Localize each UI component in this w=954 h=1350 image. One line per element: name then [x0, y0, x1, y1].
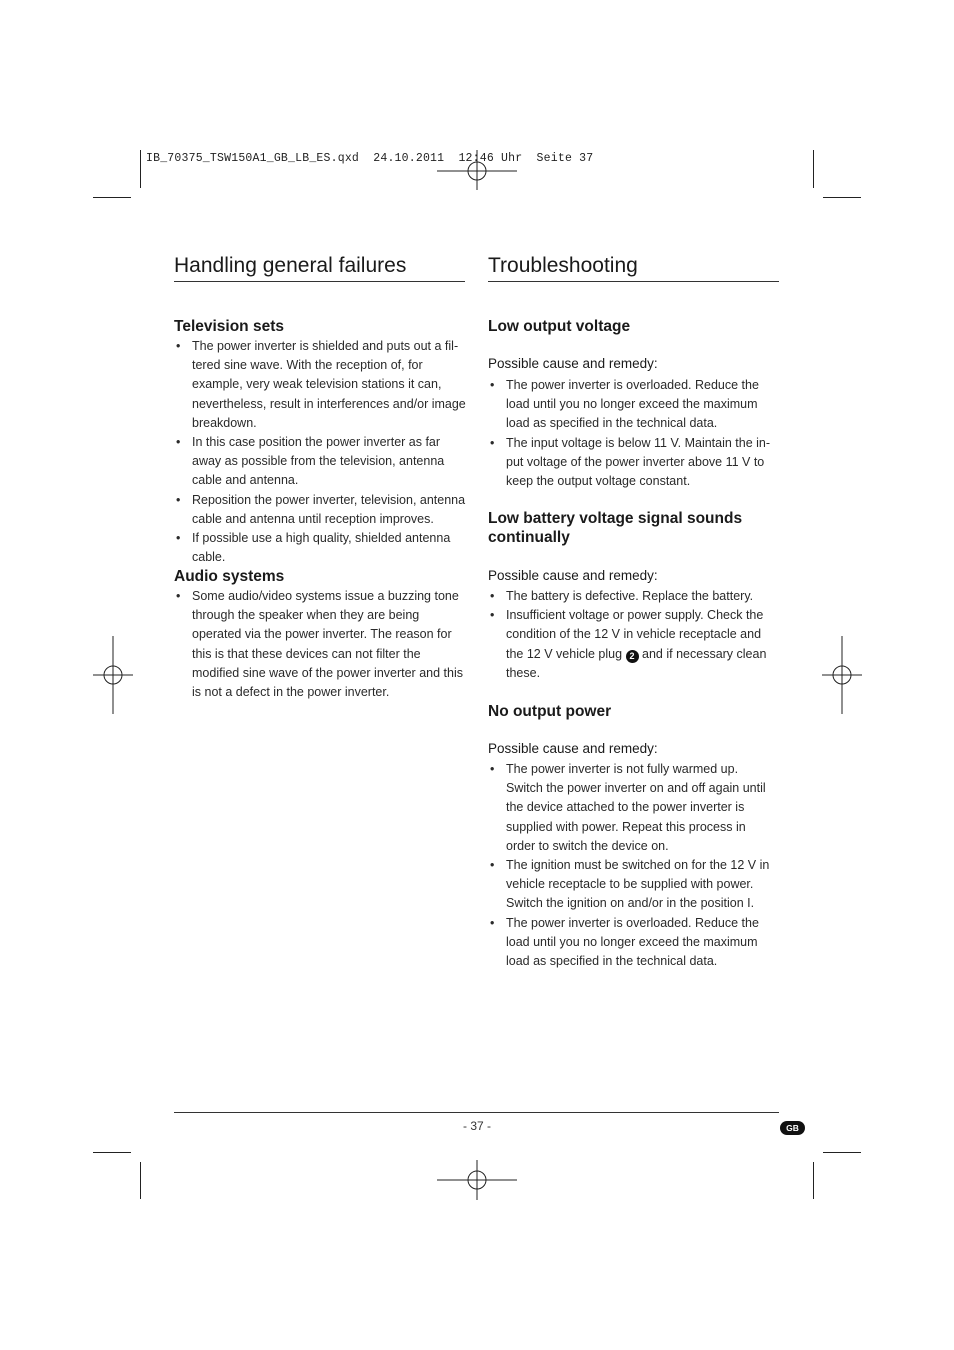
bullet-list [488, 760, 778, 971]
list-item: • The battery is defective. Replace the battery. [488, 587, 778, 606]
crop-mark [823, 1152, 861, 1153]
footer-rule [174, 1112, 779, 1113]
section-heading: Low output voltage [488, 318, 631, 335]
list-item: • The input voltage is below 11 V. Maintain the in-put voltage of the power inverter above 11 V to keep the output voltage constant. [488, 434, 778, 492]
list-item: • Reposition the power inverter, television, antenna cable and antenna until reception improves. [174, 491, 466, 529]
crop-mark [823, 197, 861, 198]
list-item: • In this case position the power inverter as far away as possible from the television, antenna cable and antenna. [174, 433, 466, 491]
crop-mark [813, 1162, 814, 1199]
slug-line: IB_70375_TSW150A1_GB_LB_ES.qxd 24.10.2011 12:46 Uhr Seite 37 [146, 152, 594, 165]
list-item: • The power inverter is overloaded. Reduce the load until you no longer exceed the maximum load as specified in the technical data. [488, 376, 778, 434]
crop-mark [140, 150, 141, 188]
list-item: • The power inverter is shielded and puts out a fil-tered sine wave. With the reception of, for example, very weak television stations it can, nevertheless, result in interferences and/or image breakdown. [174, 337, 466, 433]
list-item: • Some audio/video systems issue a buzzing tone through the speaker when they are being operated via the power inverter. The reason for this is that these devices can not filter the modified sine wave of the power inverter and this is not a defect in the power inverter. [174, 587, 466, 702]
title-rule [488, 281, 779, 282]
crop-mark [93, 1152, 131, 1153]
cause-remedy-label: Possible cause and remedy: [488, 568, 658, 583]
plug-number-badge: 2 [626, 650, 639, 663]
bullet-list [488, 376, 778, 491]
section-heading: Low battery voltage signal sounds continually [488, 510, 743, 546]
list-item: • If possible use a high quality, shielded antenna cable. [174, 529, 466, 567]
section-heading: Television sets [174, 318, 284, 335]
crop-mark [813, 150, 814, 188]
section-heading: No output power [488, 703, 612, 720]
page-title-right: Troubleshooting [488, 254, 638, 277]
list-item: • The power inverter is overloaded. Reduce the load until you no longer exceed the maximum load as specified in the technical data. [488, 914, 778, 972]
list-item-text: Insufficient voltage or power supply. Check the condition of the 12 V in vehicle receptacle and the 12 V vehicle plug [506, 608, 764, 661]
list-item-text: and if necessary clean these. [506, 646, 767, 680]
list-item [488, 606, 778, 683]
list-item: • The power inverter is not fully warmed up. Switch the power inverter on and off again until the device attached to the power inverter is supplied with power. Repeat this process in order to switch the device on. [488, 760, 778, 856]
bullet-list [174, 587, 466, 702]
title-rule [174, 281, 465, 282]
cause-remedy-label: Possible cause and remedy: [488, 356, 658, 371]
crop-mark [140, 1162, 141, 1199]
bullet-list [488, 587, 778, 683]
section-heading: Audio systems [174, 568, 285, 585]
cause-remedy-label: Possible cause and remedy: [488, 741, 658, 756]
list-item: • The ignition must be switched on for the 12 V in vehicle receptacle to be supplied with power. Switch the ignition on and/or in the position I. [488, 856, 778, 914]
registration-mark-icon [822, 636, 862, 714]
language-badge: GB [780, 1121, 805, 1135]
bullet-list [174, 337, 466, 567]
registration-mark-icon [437, 1160, 517, 1200]
page-title-left: Handling general failures [174, 254, 407, 277]
page-number: - 37 - [462, 1119, 491, 1133]
registration-mark-icon [93, 636, 133, 714]
crop-mark [93, 197, 131, 198]
